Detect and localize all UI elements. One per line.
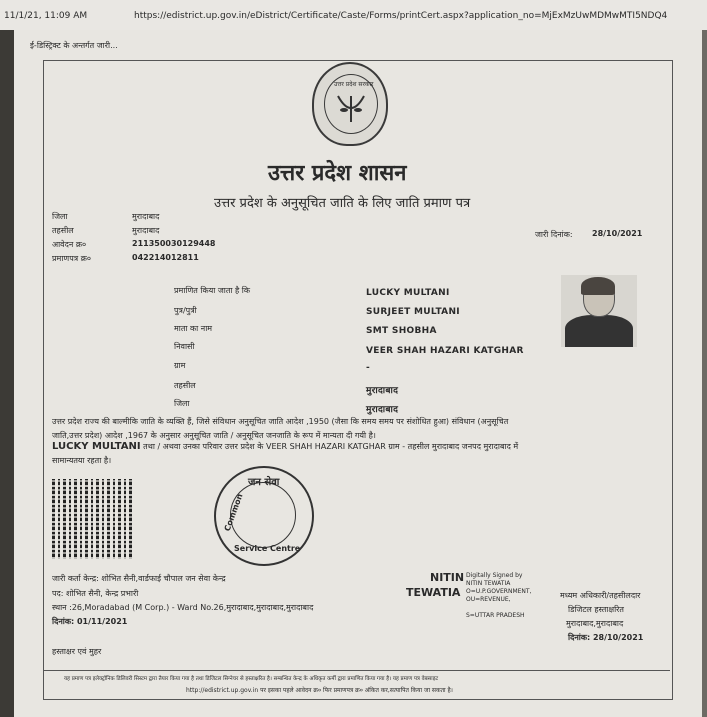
tehsil-value: मुरादाबाद	[132, 226, 160, 235]
caste-para-line-2: जाति,उत्तर प्रदेश) आदेश ,1967 के अनुसार अनुसूचित जाति / अनुसूचित जनजाति के रूप में मान्यता दी गयी है।	[52, 431, 376, 440]
digital-sig-line4: OU=REVENUE,	[466, 596, 511, 603]
issue-date-label: जारी दिनांक:	[535, 230, 573, 239]
district-value: मुरादाबाद	[132, 212, 160, 221]
digital-sig-line2: NITIN TEWATIA	[466, 580, 511, 587]
certificate-no-value: 042214012811	[132, 253, 199, 262]
sign-seal-label: हस्ताक्षर एवं मुहर	[52, 647, 102, 656]
resident-label: निवासी	[174, 342, 195, 351]
mother-label: माता का नाम	[174, 324, 213, 333]
resident-value: VEER SHAH HAZARI KATGHAR	[366, 346, 524, 356]
digital-sig-line1: Digitally Signed by	[466, 572, 523, 579]
application-value: 211350030129448	[132, 239, 216, 248]
officer-title: मध्यम अधिकारी/तहसीलदार	[560, 591, 641, 600]
issuer-place: स्थान :26,Moradabad (M Corp.) - Ward No.26,मुरादाबाद,मुरादाबाद,मुरादाबाद	[52, 603, 314, 612]
caste-para-name: LUCKY MULTANI	[52, 441, 141, 452]
csc-stamp-top: जन सेवा	[248, 477, 280, 488]
emblem-bow-fish-icon	[334, 92, 368, 124]
certified-label: प्रमाणित किया जाता है कि	[174, 286, 251, 295]
csc-stamp-icon	[214, 466, 314, 566]
issuer-date: दिनांक: 01/11/2021	[52, 617, 128, 626]
village-label: ग्राम	[174, 361, 186, 370]
father-label: पुत्र/पुत्री	[174, 306, 197, 315]
left-shadow	[0, 30, 14, 717]
village-value: -	[366, 363, 371, 373]
certificate-subtitle: उत्तर प्रदेश के अनुसूचित जाति के लिए जाति प्रमाण पत्र	[214, 196, 471, 211]
digital-sig-line5: S=UTTAR PRADESH	[466, 612, 525, 619]
header-note: ई-डिस्ट्रिक्ट के अन्तर्गत जारी...	[30, 41, 118, 50]
emblem-text: उत्तर प्रदेश सरकार	[334, 81, 374, 88]
issue-date-value: 28/10/2021	[592, 229, 643, 238]
signer-name-line2: TEWATIA	[406, 586, 461, 599]
officer-sign: डिजिटल हस्ताक्षरित	[568, 605, 624, 614]
district-label: जिला	[52, 212, 68, 221]
father-name: SURJEET MULTANI	[366, 307, 460, 317]
certificate-no-label: प्रमाणपत्र क्र०	[52, 254, 91, 263]
csc-stamp-left: Common	[222, 492, 245, 533]
certificate-title: उत्तर प्रदेश शासन	[268, 160, 407, 186]
field-district-label: जिला	[174, 399, 190, 408]
digital-sig-line3: O=U.P.GOVERNMENT,	[466, 588, 532, 595]
qr-code	[52, 479, 132, 559]
applicant-name: LUCKY MULTANI	[366, 288, 450, 298]
browser-print-header	[0, 0, 707, 30]
up-emblem-icon	[312, 62, 388, 146]
footer-line-1: यह प्रमाण पत्र इलेक्ट्रॉनिक डिलिवरी सिस्टम द्वारा तैयार किया गया है तथा डिजिटल सिग्नेचर से हस्ताक्षरित है। सम्बन्धित केन्द्र के अधिकृत कर्मी द्वारा प्रमाणित किया गया है। यह प्रमाण पत्र वेबसाइट	[64, 676, 439, 682]
photo-hair	[581, 277, 615, 295]
signer-name-line1: NITIN	[430, 571, 465, 584]
tehsil-label: तहसील	[52, 226, 74, 235]
photo-body	[565, 315, 633, 347]
field-district-value: मुरादाबाद	[366, 405, 399, 415]
caste-para-line-4: सामान्यतया रहता है।	[52, 456, 112, 465]
caste-para-line-1: उत्तर प्रदेश राज्य की बाल्मीकि जाति के व्यक्ति हैं, जिसे संविधान अनुसूचित जाति आदेश ,1950 (जैसा कि समय समय पर संशोधित हुआ) संविधान (अनुसूचित	[52, 417, 509, 426]
csc-stamp-inner	[230, 482, 296, 548]
issuer-post: पद: शोभित सैनी, केन्द्र प्रभारी	[52, 589, 139, 598]
application-label: आवेदन क्र०	[52, 240, 87, 249]
print-datetime: 11/1/21, 11:09 AM	[4, 11, 88, 21]
caste-para-line-3: तथा / अथवा उनका परिवार उत्तर प्रदेश के VEER SHAH HAZARI KATGHAR ग्राम - तहसील मुरादाबाद जनपद मुरादाबाद में	[143, 442, 519, 451]
officer-place: मुरादाबाद,मुरादाबाद	[566, 619, 624, 628]
officer-date: दिनांक: 28/10/2021	[568, 633, 644, 642]
footer-divider	[44, 670, 670, 671]
footer-line-2: http://edistrict.up.gov.in पर इसका पहले आवेदन क्र० फिर प्रमाणपत्र क्र० अंकित कर,सत्यापित किया जा सकता है।	[186, 687, 453, 694]
field-tehsil-value: मुरादाबाद	[366, 386, 399, 396]
page-url[interactable]: https://edistrict.up.gov.in/eDistrict/Certificate/Caste/Forms/printCert.aspx?application_no=MjExMzUwMDMwMTI5NDQ4	[134, 11, 668, 21]
csc-stamp-bottom: Service Centre	[234, 544, 301, 553]
applicant-photo	[561, 275, 637, 347]
mother-name: SMT SHOBHA	[366, 326, 437, 336]
issuer-center: जारी कर्ता केन्द्र: शोभित सैनी,वार्डफाई चौपाल जन सेवा केन्द्र	[52, 574, 226, 583]
field-tehsil-label: तहसील	[174, 381, 196, 390]
